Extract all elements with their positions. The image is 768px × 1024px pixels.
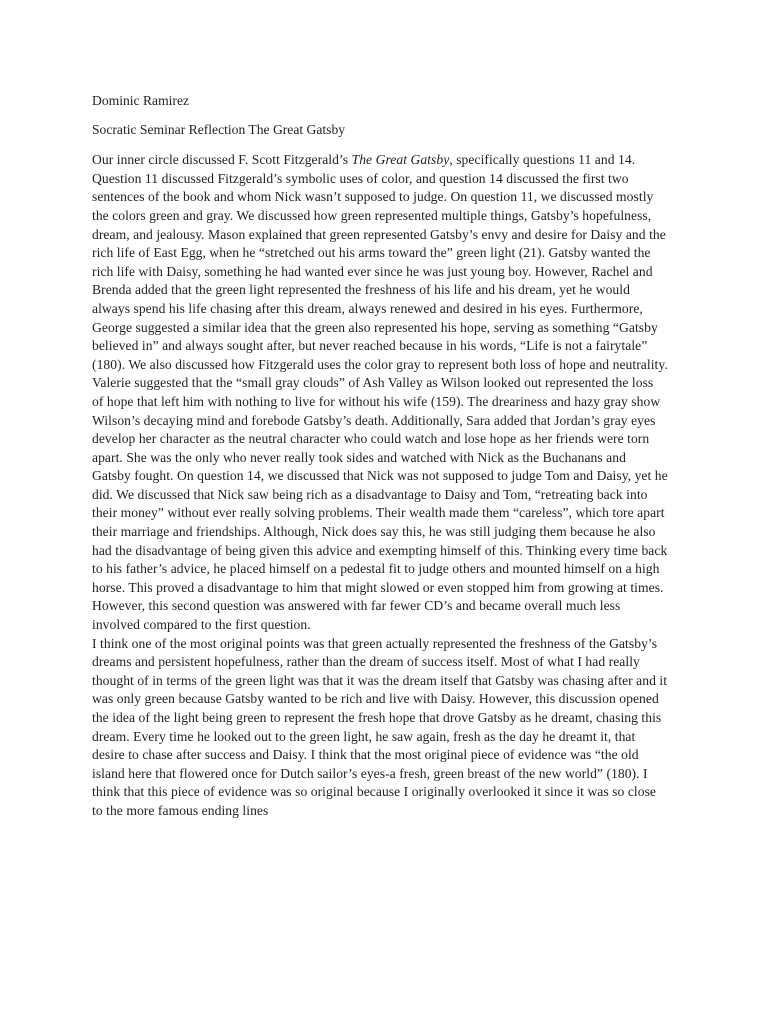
book-title: The Great Gatsby [351,152,450,168]
paragraph-1-lead: Our inner circle discussed F. Scott Fitzgerald’s [92,152,352,168]
paragraph-1-body: , specifically questions 11 and 14. Question 11 discussed Fitzgerald’s symbolic uses of color, and question 14 discussed the first two sentences of the book and whom Nick wasn’t supposed to judge. On question 11, we discussed mostly the colors green and gray. We discussed how green represented multiple things, Gatsby’s hopefulness, dream, and jealousy. Mason explained that green represented Gatsby’s envy and desire for Daisy and the rich life of East Egg, when he “stretched out his arms toward the” green light (21). Gatsby wanted the rich life with Daisy, something he had wanted ever since he was just young boy. However, Rachel and Brenda added that the green light represented the freshness of his life and his dream, yet he would always spend his life chasing after this dream, always renewed and desired in his eyes. Furthermore, George suggested a similar idea that the green also represented his hope, serving as something “Gatsby believed in” and always sought after, but never reached because in his words, “Life is not a fairytale” (180). We also discussed how Fitzgerald uses the color gray to represent both loss of hope and neutrality. Valerie suggested that the “small gray clouds” of Ash Valley as Wilson looked out represented the loss of hope that left him with nothing to live for without his wife (159). The dreariness and hazy gray show Wilson’s decaying mind and forebode Gatsby’s death. Additionally, Sara added that Jordan’s gray eyes develop her character as the neutral character who could watch and lose hope as her friends were torn apart. She was the only who never really took sides and watched with Nick as the Buchanans and Gatsby fought. On question 14, we discussed that Nick was not supposed to judge Tom and Daisy, yet he did. We discussed that Nick saw being rich as a disadvantage to Daisy and Tom, “retreating back into their money” without ever really solving problems. Their wealth made them “careless”, which tore apart their marriage and friendships. Although, Nick does say this, he was still judging them because he also had the disadvantage of being given this advice and exempting himself of this. Thinking every time back to his father’s advice, he placed himself on a pedestal fit to judge others and mounted himself on a high horse. This proved a disadvantage to him that might slowed or even stopped him from growing at times. However, this second question was answered with far fewer CD’s and became overall much less involved compared to the first question. [92,152,668,633]
document-title: Socratic Seminar Reflection The Great Gatsby [92,121,346,137]
paragraph-1 [92,151,668,634]
paragraph-2: I think one of the most original points was that green actually represented the freshness of the Gatsby’s dreams and persistent hopefulness, rather than the dream of success itself. Most of what I had really thought of in terms of the green light was that it was the dream itself that Gatsby was chasing after and it was only green because Gatsby wanted to be rich and live with Daisy. However, this discussion opened the idea of the light being green to represent the fresh hope that drove Gatsby as he dreamt, chasing this dream. Every time he looked out to the green light, he saw again, fresh as the day he dreamt it, that desire to chase after success and Daisy. I think that the most original piece of evidence was “the old island here that flowered once for Dutch sailor’s eyes-a fresh, green breast of the new world” (180). I think that this piece of evidence was so original because I originally overlooked it since it was so close to the more famous ending lines [92,635,668,818]
author-name: Dominic Ramirez [92,93,190,108]
